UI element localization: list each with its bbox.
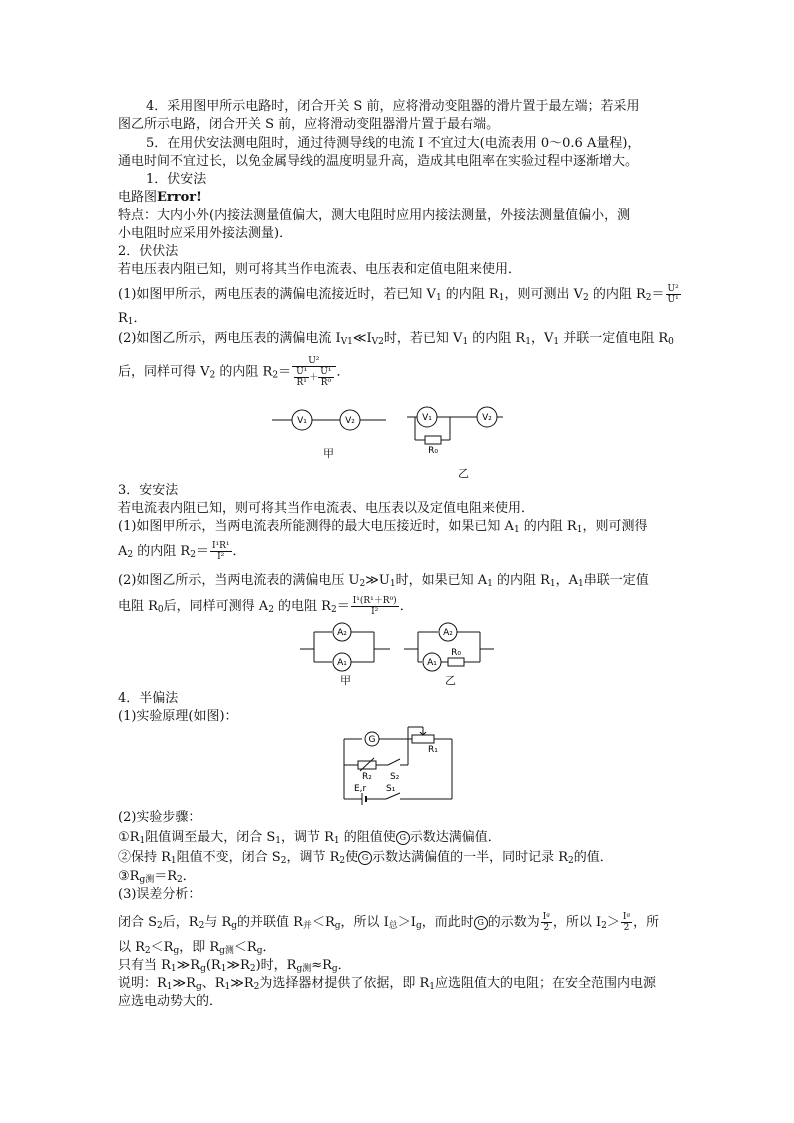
svg-text:A₂: A₂ [443,628,453,638]
caption-jia-1: 甲 [323,447,334,460]
error-text: Error! [157,190,202,205]
svg-text:V₁: V₁ [422,413,432,423]
para-5-line-1: 5．在用伏安法测电阻时，通过待测导线的电流 I 不宜过大(电流表用 0～0.6 A量程)， [146,136,641,151]
aa-case-2: (2)如图乙所示，当两电流表的满偏电压 $U_2≫U_1$时，如果已知 $A_1$ 的内阻 $R_1$，$A_1$串联一定值 [118,573,649,589]
v1-label: V₁ [297,416,307,426]
error-line-1: 闭合 $S_2$后，$R_2$与 $R_g$的并联值 $R_并<R_g$，所以 $I_总>I_g$，而此时 G 的示数为 $\frac{\text{Iᵍ}}{2}$ ，所以 $I_2>$ $\frac{\text{Iᵍ}}{2}$ ，所 [118,912,660,933]
galvanometer-icon: G [358,851,372,865]
hb-principle: (1)实验原理(如图)： [118,709,238,724]
vv-case-1: (1)如图甲所示，两电压表的满偏电流接近时，若已知 $V_1$ 的内阻 $R_1$，则可测出 $V_2$ 的内阻 $R_2=$ $\frac{\text{U²}}{\text{U¹}}$ [118,284,679,305]
caption-jia-2: 甲 [340,674,351,687]
aa2-fraction: $\frac{\text{I¹(R¹＋R⁰)}}{\text{I²}}$ [352,596,397,617]
svg-text:R₀: R₀ [428,446,438,456]
feature-line-1: 特点：大内小外(内接法测量值偏大，测大电阻时应用内接法测量，外接法测量值偏小，测 [118,208,631,223]
heading-aa: 3．安安法 [118,483,179,498]
step-3: $③R_{g测}=R_2$． [118,869,196,885]
svg-text:R₁: R₁ [428,745,438,755]
aa-diagram-yi [402,622,497,676]
svg-text:G: G [368,735,376,745]
feature-line-2: 小电阻时应采用外接法测量)． [118,226,293,241]
aa-case-1: (1)如图甲所示，当两电流表所能测得的最大电压接近时，如果已知 $A_1$ 的内阻 $R_1$，则可测得 [118,519,648,535]
caption-yi-2: 乙 [445,674,456,687]
step-2: ②保持 $R_1$阻值不变，闭合 $S_2$，调节 $R_2$使 G 示数达满偏值的一半，同时记录 $R_2$的值． [118,850,613,866]
hb-steps-heading: (2)实验步骤： [118,810,202,825]
svg-text:R₀: R₀ [451,648,461,658]
error-line-2: 以 $R_2<R_g$，即 $R_{g测}<R_g$． [118,940,276,956]
circuit-diagram-line [118,189,202,206]
condition-line: 只有当 $R_1≫R_g(R_1≫R_2)$时，$R_{g测}\approx R_g$． [118,958,351,974]
para-4-line-1: 4．采用图甲所示电路时，闭合开关 S 前，应将滑动变阻器的滑片置于最左端；若采用 [146,99,640,114]
vv-diagram-yi [405,405,505,459]
svg-text:S₁: S₁ [386,784,396,794]
vv-case-2: (2)如图乙所示，两电压表的满偏电流 $I_{V1}≪I_{V2}$时，若已知 $V_1$ 的内阻 $R_1$，$V_1$ 并联一定值电阻 $R_0$ [118,331,674,347]
galvanometer-icon: G [474,916,488,930]
galvanometer-icon: G [396,831,410,845]
heading-voltammetry: 1．伏安法 [146,172,207,187]
svg-text:R₂: R₂ [362,772,372,782]
note-line-2: 应选电动势大的． [118,994,223,1009]
vv1-fraction: $\frac{\text{U²}}{\text{U¹}}$ [667,284,679,305]
vv-case-1-tail: $R_1$． [118,311,147,327]
circuit-label: 电路图 [118,190,158,205]
aa-diagram-jia [298,622,393,676]
aa-case-2-tail: 电阻 $R_0$后，同样可测得 $A_2$ 的电阻 $R_2=$ $\frac{\text{I¹(R¹＋R⁰)}}{\text{I²}}$ ． [118,596,413,617]
heading-vv: 2．伏伏法 [118,244,179,259]
para-4-line-2: 图乙所示电路，闭合开关 S 前，应将滑动变阻器滑片置于最右端。 [118,117,500,132]
aa1-fraction: $\frac{\text{I¹R¹}}{\text{I²}}$ [211,541,230,562]
para-5-line-2: 通电时间不宜过长，以免金属导线的温度明显升高，造成其电阻率在实验过程中逐渐增大。 [118,154,639,169]
error-analysis-heading: (3)误差分析： [118,887,202,902]
note-line-1: 说明：$R_1≫R_g$、$R_1≫R_2$为选择器材提供了依据，即 $R_1$应选阻值大的电阻；在安全范围内电源 [118,976,657,992]
aa-case-1-tail: $A_2$ 的内阻 $R_2=$ $\frac{\text{I¹R¹}}{\text{I²}}$ ． [118,541,246,562]
vv-diagram-jia [270,405,390,439]
svg-text:A₂: A₂ [337,628,347,638]
step-1: $①R_1$阻值调至最大，闭合 $S_1$，调节 $R_1$ 的阻值使 G 示数达满偏值． [118,830,501,846]
svg-text:A₁: A₁ [337,658,347,668]
vv-case-2-tail: 后，同样可得 $V_2$ 的内阻 $R_2=$ U² $\frac{\text{U¹}}{\text{R¹}}$ ＋ $\frac{\text{U¹}}{\text{R⁰}}$ ． [118,356,350,388]
svg-text:S₂: S₂ [390,772,400,782]
vv-intro: 若电压表内阻已知，则可将其当作电流表、电压表和定值电阻来使用． [118,262,522,277]
svg-text:V₂: V₂ [482,413,492,423]
v2-label: V₂ [345,416,355,426]
svg-text:E,r: E,r [354,784,367,794]
svg-text:A₁: A₁ [427,658,437,668]
aa-intro: 若电流表内阻已知，则可将其当作电流表、电压表以及定值电阻来使用． [118,501,535,516]
vv2-fraction: U² $\frac{\text{U¹}}{\text{R¹}}$ ＋ $\frac{\text{U¹}}{\text{R⁰}}$ [292,356,335,388]
heading-half-deflection: 4．半偏法 [118,691,179,706]
half-deflection-circuit [340,725,460,809]
caption-yi-1: 乙 [458,467,469,480]
